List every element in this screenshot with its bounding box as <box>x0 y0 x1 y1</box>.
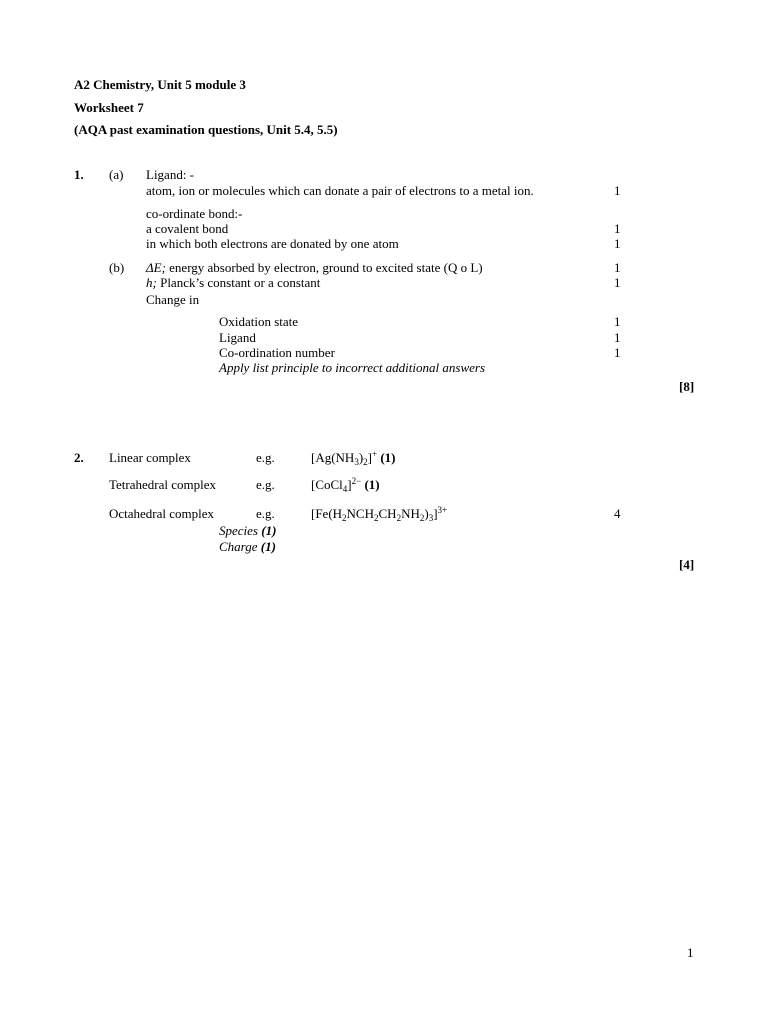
question-1-number: 1. <box>74 167 84 182</box>
doc-title: A2 Chemistry, Unit 5 module 3 <box>74 77 246 92</box>
delta-e-symbol: ΔE; <box>146 260 166 275</box>
ligand-item: Ligand <box>219 330 256 345</box>
worksheet-subtitle: (AQA past examination questions, Unit 5.4, 5.5) <box>74 122 338 137</box>
oxidation-state: Oxidation state <box>219 314 299 329</box>
mark: 1 <box>614 183 621 198</box>
part-a-label: (a) <box>109 167 124 182</box>
charge-mark-line: Charge (1) <box>219 539 276 554</box>
tetrahedral-mark: (1) <box>364 477 380 492</box>
mark: 1 <box>614 236 621 251</box>
planck-line <box>146 275 320 290</box>
coordinate-bond-heading: co-ordinate bond:- <box>146 206 243 221</box>
tetrahedral-complex-formula: [CoCl$_4$]$^{2-}$ (1) <box>311 476 380 494</box>
mark: 1 <box>614 345 621 360</box>
eg-label: e.g. <box>256 506 275 521</box>
ligand-definition: atom, ion or molecules which can donate a pair of electrons to a metal ion. <box>146 183 534 198</box>
planck-text: Planck’s constant or a constant <box>156 275 321 290</box>
delta-e-text: energy absorbed by electron, ground to excited state (Q o L) <box>165 260 483 275</box>
change-in-label: Change in <box>146 292 200 307</box>
linear-complex-label: Linear complex <box>109 450 191 465</box>
species-mark-line: Species (1) <box>219 523 277 538</box>
question-1-total: [8] <box>679 379 695 394</box>
mark: 1 <box>614 330 621 345</box>
page-number: 1 <box>687 945 694 960</box>
worksheet-title: Worksheet 7 <box>74 100 144 115</box>
coordinate-bond-line-2: in which both electrons are donated by one atom <box>146 236 399 251</box>
eg-label: e.g. <box>256 477 275 492</box>
octahedral-complex-formula: $[Fe(H_2NCH_2CH_2NH_2)_3]^{3+}$ <box>311 505 448 523</box>
linear-mark: (1) <box>380 450 396 465</box>
mark: 1 <box>614 314 621 329</box>
mark: 1 <box>614 275 621 290</box>
mark: 1 <box>614 221 621 236</box>
tetrahedral-complex-label: Tetrahedral complex <box>109 477 217 492</box>
question-2-number: 2. <box>74 450 84 465</box>
h-symbol: h; <box>146 275 157 290</box>
linear-complex-formula: $[Ag(NH_3)_2]^+$ (1) <box>311 449 396 467</box>
part-b-label: (b) <box>109 260 125 275</box>
question-2-mark: 4 <box>614 506 621 521</box>
octahedral-complex-label: Octahedral complex <box>109 506 215 521</box>
coordination-number: Co-ordination number <box>219 345 335 360</box>
delta-e-line <box>146 260 483 275</box>
question-2-total: [4] <box>679 557 695 572</box>
mark: 1 <box>614 260 621 275</box>
eg-label: e.g. <box>256 450 275 465</box>
coordinate-bond-line-1: a covalent bond <box>146 221 229 236</box>
list-principle-note: Apply list principle to incorrect additional answers <box>219 360 485 375</box>
ligand-heading: Ligand: - <box>146 167 195 182</box>
